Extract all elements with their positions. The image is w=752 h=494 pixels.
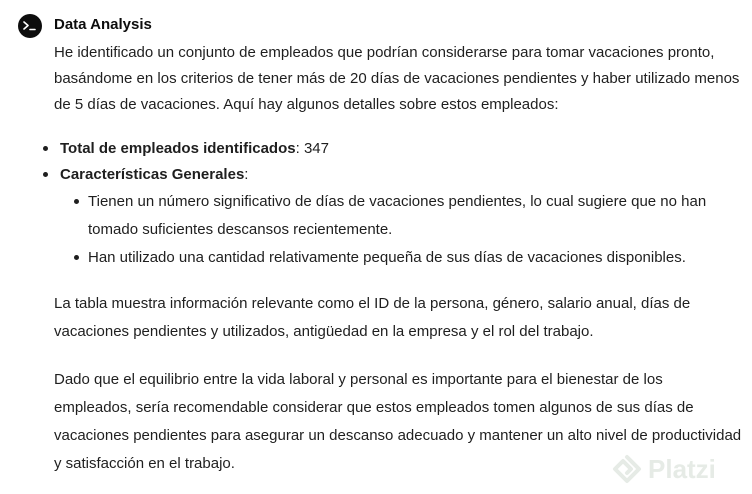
sub-list-item: Han utilizado una cantidad relativamente pequeña de sus días de vacaciones disponibles. (88, 244, 744, 272)
bullet-separator: : (295, 140, 304, 157)
bullet-value: 347 (303, 140, 329, 157)
watermark-text: Platzi (648, 453, 716, 484)
sub-list-item: Tienen un número significativo de días de vacaciones pendientes, lo cual sugiere que no han tomado suficientes descansos recientemente. (88, 188, 744, 244)
platzi-logo-icon (612, 454, 642, 484)
bullet-label: Características Generales (60, 166, 245, 183)
sub-bullet-list (60, 188, 744, 272)
platzi-watermark (612, 452, 752, 486)
message-content (54, 40, 744, 478)
list-item (40, 136, 744, 162)
bullet-label: Total de empleados identificados (60, 140, 296, 157)
list-item (40, 162, 744, 272)
terminal-prompt-icon (18, 14, 42, 38)
intro-paragraph: He identificado un conjunto de empleados que podrían considerarse para tomar vacaciones pronto, basándome en los criterios de tener más de 20 días de vacaciones pendientes y haber utilizado menos de 5 días de vacaciones. Aquí hay algunos detalles sobre estos empleados: (54, 44, 740, 113)
message-author: Data Analysis (54, 16, 152, 33)
bullet-list (40, 136, 744, 272)
bullet-separator: : (244, 166, 249, 183)
table-note-paragraph: La tabla muestra información relevante como el ID de la persona, género, salario anual, días de vacaciones pendientes y utilizados, antigüedad en la empresa y el rol del trabajo. (54, 295, 691, 340)
recommendation-paragraph: Dado que el equilibrio entre la vida laboral y personal es importante para el bienestar de los empleados, sería recomendable considerar que estos empleados tomen algunos de sus días de vacaciones pendientes para asegurar un descanso adecuado y mantener un alto nivel de productividad y satisfacción en el trabajo. (54, 371, 742, 472)
